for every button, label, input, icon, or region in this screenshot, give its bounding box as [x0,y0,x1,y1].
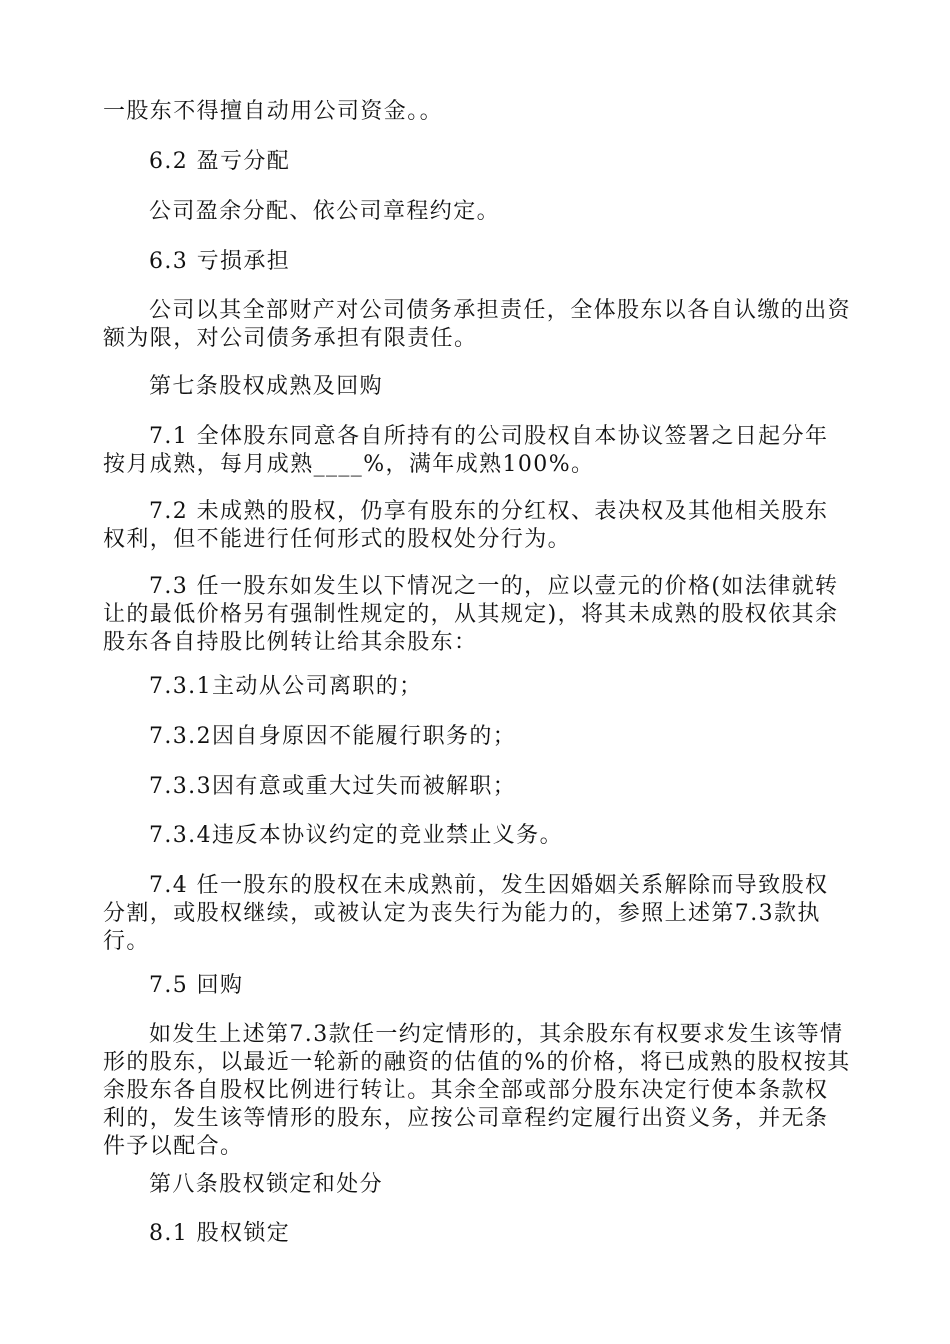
paragraph-continuation: 一股东不得擅自动用公司资金。。 [103,99,444,124]
paragraph-7-2: 7.2 未成熟的股权，仍享有股东的分红权、表决权及其他相关股东权利，但不能进行任何形式的股权处分行为。 [103,499,829,552]
heading-8-1: 8.1 股权锁定 [149,1221,291,1246]
paragraph-7-3-2: 7.3.2因自身原因不能履行职务的； [149,724,517,749]
paragraph-7-3-1: 7.3.1主动从公司离职的； [149,674,423,699]
heading-article-8: 第八条股权锁定和处分 [149,1172,384,1197]
paragraph-7-4: 7.4 任一股东的股权在未成熟前，发生因婚姻关系解除而导致股权分割，或股权继续，或被认定为丧失行为能力的，参照上述第7.3款执行。 [103,873,829,954]
paragraph-7-5-body: 如发生上述第7.3款任一约定情形的，其余股东有权要求发生该等情形的股东，以最近一轮新的融资的估值的%的价格，将已成熟的股权按其余股东各自股权比例进行转让。其余全部或部分股东决定行使本条款权利的，发生该等情形的股东，应按公司章程约定履行出资义务，并无条件予以配合。 [103,1022,851,1159]
paragraph-7-3-3: 7.3.3因有意或重大过失而被解职； [149,774,517,799]
paragraph-7-1: 7.1 全体股东同意各自所持有的公司股权自本协议签署之日起分年按月成熟，每月成熟____%，满年成熟100%。 [103,424,829,477]
paragraph-6-2-body: 公司盈余分配、依公司章程约定。 [149,199,501,224]
paragraph-7-3: 7.3 任一股东如发生以下情况之一的，应以壹元的价格(如法律就转让的最低价格另有强制性规定的，从其规定)，将其未成熟的股权依其余股东各自持股比例转让给其余股东： [103,574,839,655]
heading-6-2: 6.2 盈亏分配 [149,149,291,174]
paragraph-6-3-body: 公司以其全部财产对公司债务承担责任，全体股东以各自认缴的出资额为限，对公司债务承担有限责任。 [103,298,852,351]
heading-7-5: 7.5 回购 [149,973,244,998]
heading-6-3: 6.3 亏损承担 [149,249,291,274]
paragraph-7-3-4: 7.3.4违反本协议约定的竞业禁止义务。 [149,823,563,848]
heading-article-7: 第七条股权成熟及回购 [149,374,384,399]
